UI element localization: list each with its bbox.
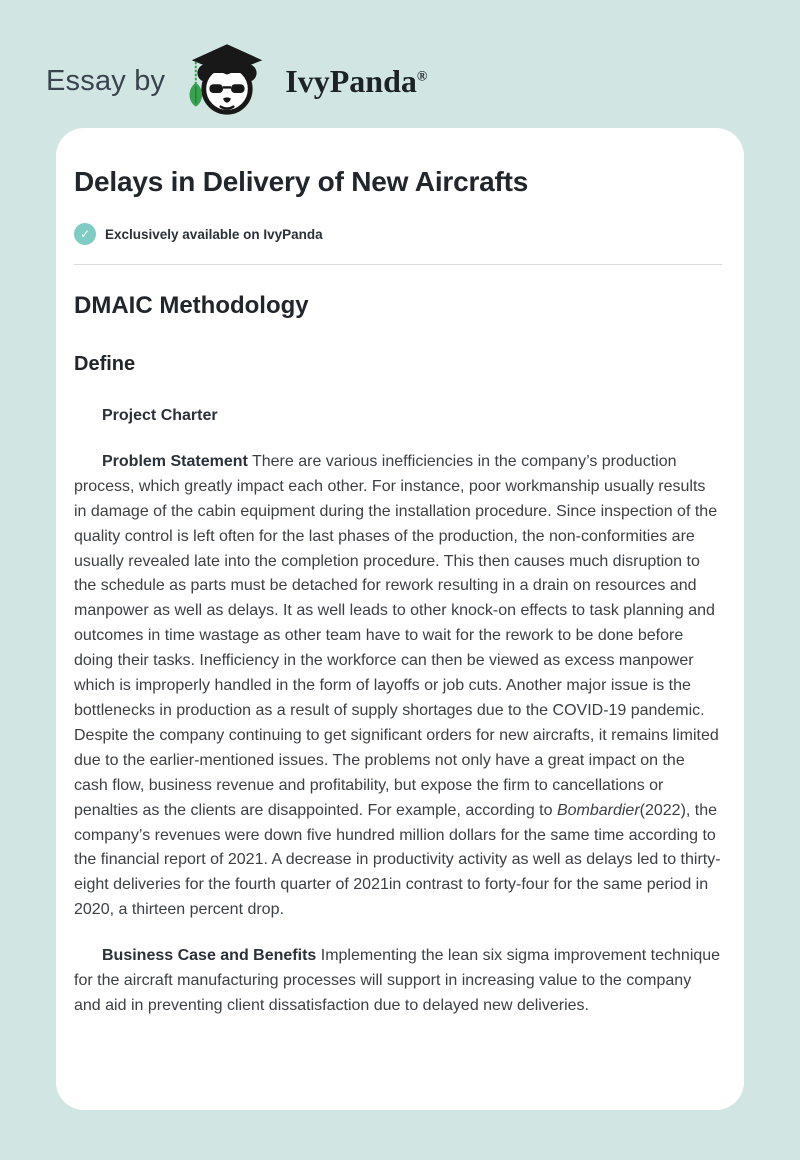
paragraph-problem-statement [74, 450, 722, 923]
problem-statement-text: There are various inefficiencies in the company’s production process, which greatly impact each other. For instance, poor workmanship usually results in damage of the cabin equipment during the installation procedure. Since inspection of the quality control is left often for the last phases of the production, the non-conformities are usually revealed late into the completion procedure. This then causes much disruption to the schedule as parts must be detached for rework resulting in a drain on resources and manpower as well as delays. It as well leads to other knock-on effects to task planning and outcomes in time wastage as other team have to wait for the rework to be done before doing their tasks. Inefficiency in the workforce can then be viewed as excess manpower which is improperly handled in the form of layoffs or job cuts. Another major issue is the bottlenecks in production as a result of supply shortages due to the COVID-19 pandemic. Despite the company continuing to get significant orders for new aircrafts, it remains limited due to the earlier-mentioned issues. The problems not only have a great impact on the cash flow, business revenue and profitability, but expose the firm to cancellations or penalties as the clients are disappointed. For example, according to [74, 452, 719, 819]
paragraph-project-charter [74, 404, 722, 429]
content-card [56, 128, 744, 1110]
brand-name-text: IvyPanda [285, 62, 417, 99]
problem-statement-text-continued: (2022), the company’s revenues were down five hundred million dollars for the same time according to the financial report of 2021. A decrease in productivity activity as well as delays led to thirty-eight deliveries for the fourth quarter of 2021in contrast to forty-four for the same period in 2020, a thirteen percent drop. [74, 801, 721, 919]
subsection-heading-define: Define [74, 353, 136, 375]
problem-statement-label: Problem Statement [102, 452, 248, 470]
project-charter-label: Project Charter [102, 407, 218, 424]
business-case-label: Business Case and Benefits [102, 947, 317, 965]
check-icon: ✓ [74, 223, 96, 245]
site-header [0, 0, 800, 128]
exclusive-badge-label: Exclusively available on IvyPanda [105, 226, 323, 242]
brand-name [285, 63, 427, 100]
divider [74, 264, 722, 265]
business-case-text: Implementing the lean six sigma improvement technique for the aircraft manufacturing processes will support in increasing value to the company and aid in preventing client dissatisfaction due to delayed new deliveries. [74, 947, 721, 1014]
paragraph-business-case [74, 944, 722, 1019]
citation-source: Bombardier [556, 801, 640, 819]
essay-by-label: Essay by [46, 64, 166, 97]
ivypanda-panda-logo-icon [175, 40, 279, 122]
page-title: Delays in Delivery of New Aircrafts [74, 166, 529, 197]
registered-mark: ® [416, 68, 428, 84]
section-heading-dmaic: DMAIC Methodology [74, 292, 309, 319]
exclusive-badge [74, 223, 722, 245]
